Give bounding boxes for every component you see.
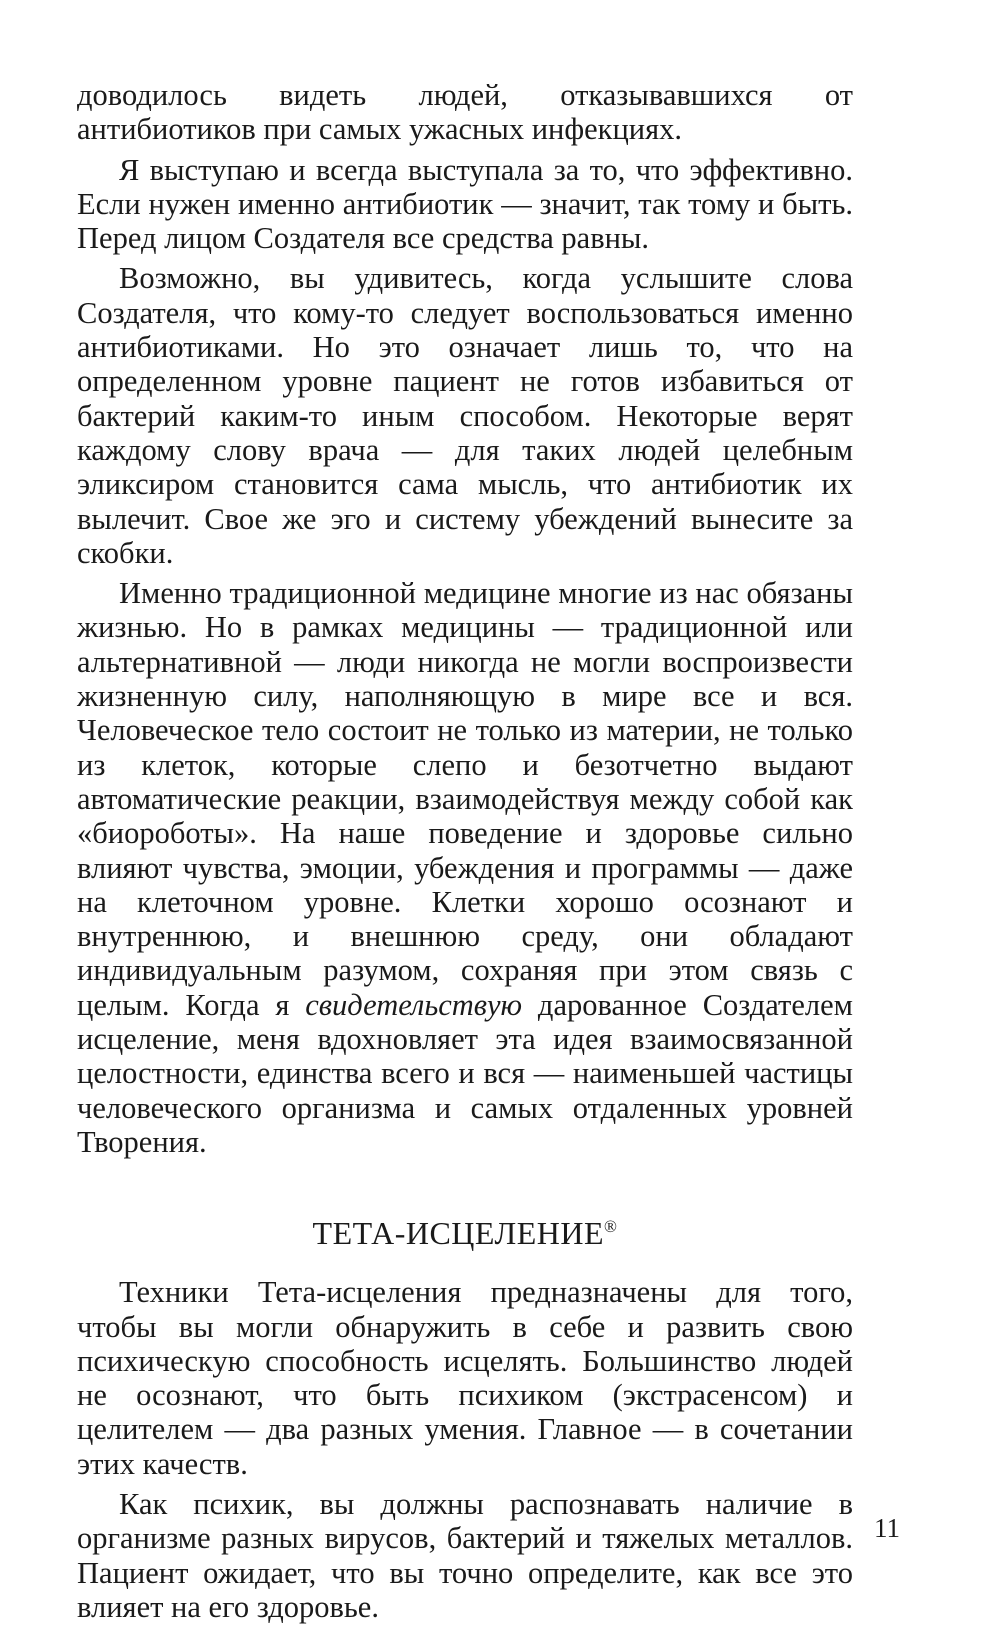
paragraph: Возможно, вы удивитесь, когда услышите слова Создателя, что кому-то следует воспользоваться именно антибиотиками. Но это означает лишь то, что на определенном уровне пациент не готов избавиться от бактерий каким-то иным способом. Некоторые верят каждому слову врача — для таких людей целебным эликсиром становится сама мысль, что антибиотик их вылечит. Свое же эго и систему убеждений вынесите за скобки.: [77, 261, 853, 570]
paragraph: доводилось видеть людей, отказывавшихся от антибиотиков при самых ужасных инфекциях.: [77, 78, 853, 147]
registered-mark: ®: [604, 1217, 618, 1237]
paragraph: Я выступаю и всегда выступала за то, что эффективно. Если нужен именно антибиотик — значит, так тому и быть. Перед лицом Создателя все средства равны.: [77, 152, 853, 256]
paragraph-text: дарованное Создателем исцеление, меня вдохновляет эта идея взаимосвязанной целостности, единства всего и вся — наименьшей частицы человеческого организма и самых отдаленных уровней Творения.: [77, 987, 853, 1159]
section-heading-text: ТЕТА-ИСЦЕЛЕНИЕ: [312, 1215, 605, 1252]
section-heading: [77, 1209, 853, 1251]
paragraph: Техники Тета-исцеления предназначены для того, чтобы вы могли обнаружить в себе и развить свою психическую способность исцелять. Большинство людей не осознают, что быть психиком (экстрасенсом) и целителем — два разных умения. Главное — в сочетании этих качеств.: [77, 1275, 853, 1481]
paragraph: Как психик, вы должны распознавать наличие в организме разных вирусов, бактерий и тяжелых металлов. Пациент ожидает, что вы точно определите, как все это влияет на его здоровье.: [77, 1486, 853, 1624]
page-number: 11: [874, 1513, 900, 1543]
page-body: [77, 78, 853, 1630]
paragraph: [77, 576, 853, 1159]
italic-emphasis: свидетельствую: [305, 987, 523, 1022]
paragraph-text: Именно традиционной медицине многие из нас обязаны жизнью. Но в рамках медицины — традиционной или альтернативной — люди никогда не могли воспроизвести жизненную силу, наполняющую в мире все и вся. Человеческое тело состоит не только из материи, не только из клеток, которые слепо и безотчетно выдают автоматические реакции, взаимодействуя между собой как «биороботы». На наше поведение и здоровье сильно влияют чувства, эмоции, убеждения и программы — даже на клеточном уровне. Клетки хорошо осознают и внутреннюю, и внешнюю среду, они обладают индивидуальным разумом, сохраняя при этом связь с целым. Когда я: [77, 576, 853, 1022]
